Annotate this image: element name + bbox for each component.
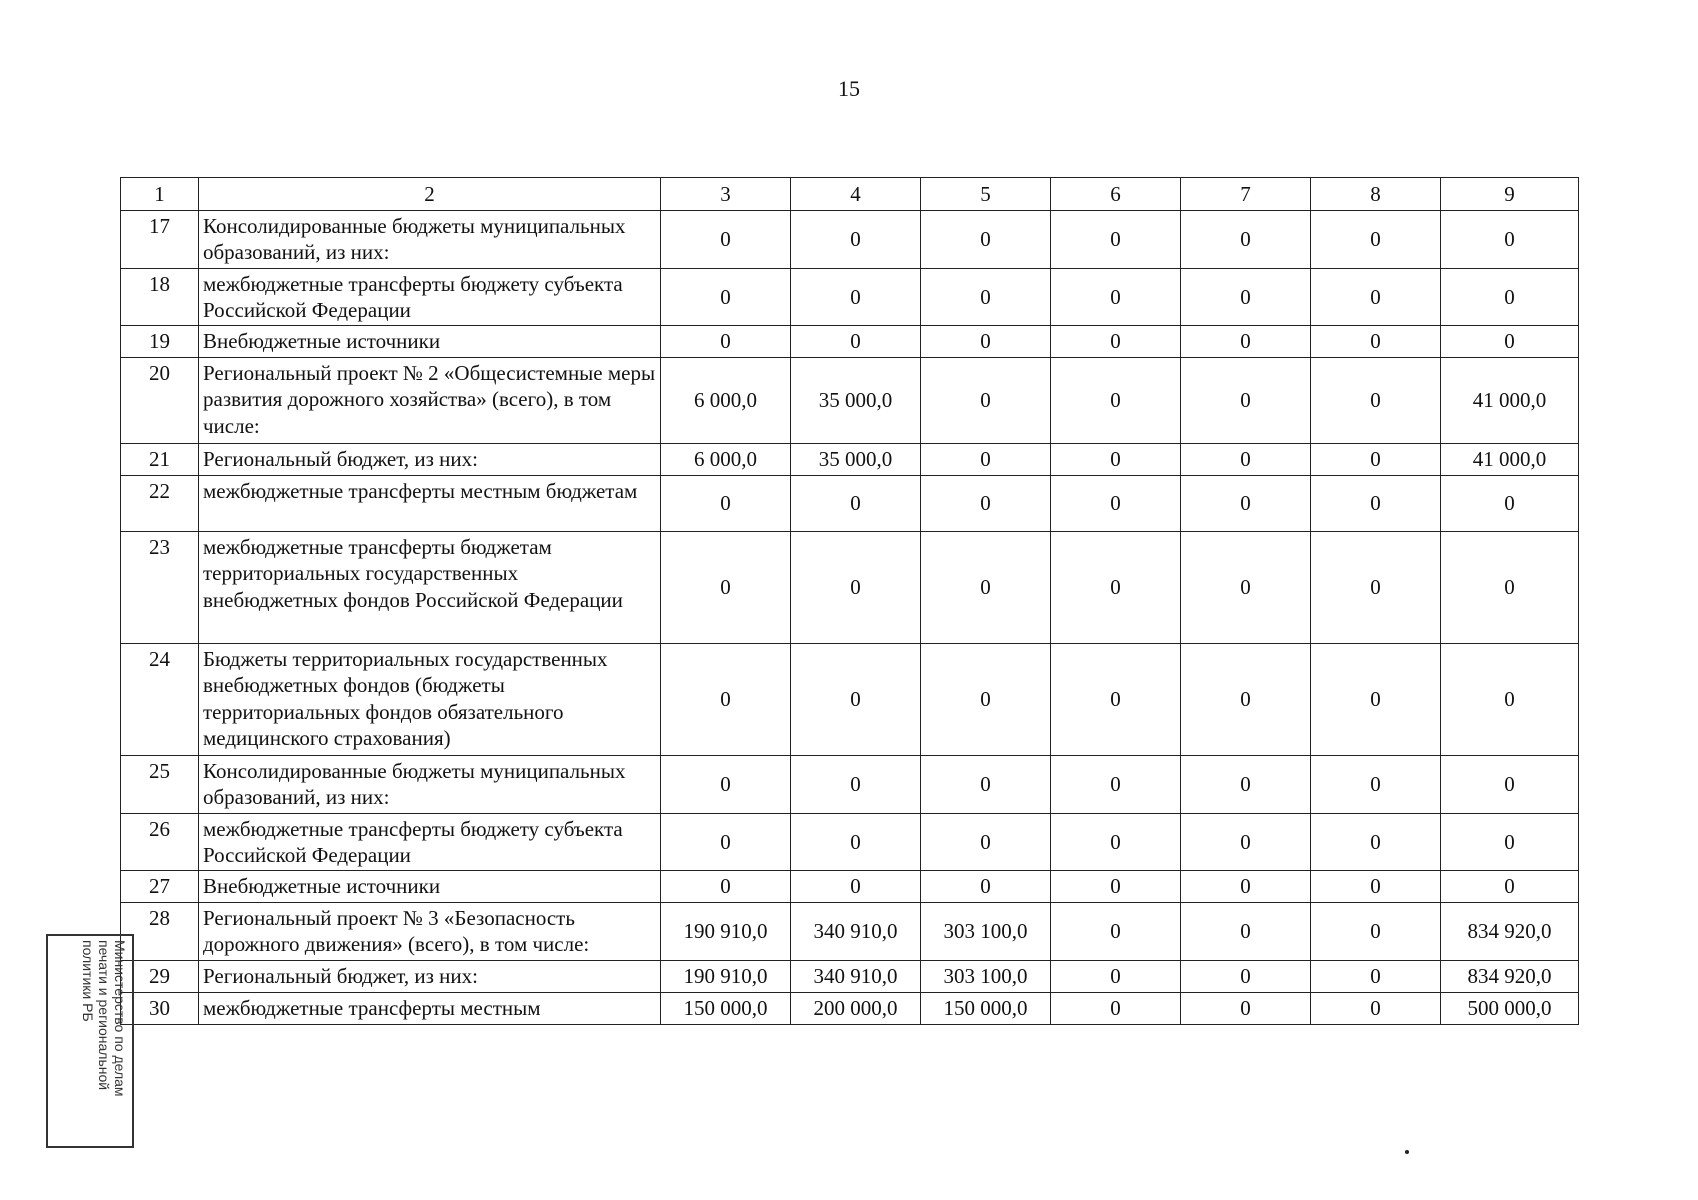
row-number: 30 [121,992,199,1024]
value-cell: 41 000,0 [1441,444,1579,476]
row-description: Региональный бюджет, из них: [199,444,661,476]
value-cell: 303 100,0 [921,960,1051,992]
stamp-line: Министерство по делам [112,940,128,1097]
value-cell: 0 [1441,268,1579,326]
column-header: 9 [1441,178,1579,211]
value-cell: 0 [1051,992,1181,1024]
row-description: межбюджетные трансферты бюджетам территориальных государственных внебюджетных фондов Российской Федерации [199,532,661,644]
value-cell: 0 [1311,756,1441,814]
value-cell: 0 [921,871,1051,903]
value-cell: 0 [1051,358,1181,444]
value-cell: 0 [661,644,791,756]
value-cell: 0 [1441,532,1579,644]
value-cell: 0 [1051,268,1181,326]
row-number: 21 [121,444,199,476]
value-cell: 0 [1311,268,1441,326]
column-header: 1 [121,178,199,211]
table-row [121,644,1579,756]
value-cell: 0 [1051,644,1181,756]
value-cell: 0 [1311,960,1441,992]
value-cell: 0 [661,211,791,269]
value-cell: 0 [1051,960,1181,992]
row-description: Внебюджетные источники [199,871,661,903]
value-cell: 0 [1311,358,1441,444]
value-cell: 0 [1441,871,1579,903]
value-cell: 0 [1311,444,1441,476]
value-cell: 41 000,0 [1441,358,1579,444]
value-cell: 150 000,0 [921,992,1051,1024]
value-cell: 0 [791,268,921,326]
value-cell: 0 [1181,358,1311,444]
value-cell: 340 910,0 [791,903,921,961]
value-cell: 0 [1051,813,1181,871]
value-cell: 0 [921,358,1051,444]
row-number: 29 [121,960,199,992]
value-cell: 6 000,0 [661,444,791,476]
value-cell: 0 [1311,903,1441,961]
row-description: межбюджетные трансферты бюджету субъекта Российской Федерации [199,268,661,326]
scan-speck [1405,1150,1409,1154]
value-cell: 0 [1311,992,1441,1024]
row-number: 26 [121,813,199,871]
row-description: межбюджетные трансферты бюджету субъекта Российской Федерации [199,813,661,871]
value-cell: 0 [1051,211,1181,269]
value-cell: 0 [1051,903,1181,961]
table-row [121,960,1579,992]
value-cell: 0 [1181,871,1311,903]
table-row [121,444,1579,476]
value-cell: 0 [661,871,791,903]
value-cell: 0 [661,813,791,871]
table-row [121,268,1579,326]
value-cell: 0 [1181,903,1311,961]
value-cell: 0 [791,756,921,814]
header-row [121,178,1579,211]
value-cell: 0 [1311,532,1441,644]
table-row [121,871,1579,903]
value-cell: 0 [791,211,921,269]
table-row [121,476,1579,532]
value-cell: 0 [1181,532,1311,644]
row-description: межбюджетные трансферты местным [199,992,661,1024]
row-number: 19 [121,326,199,358]
row-description: Региональный проект № 2 «Общесистемные меры развития дорожного хозяйства» (всего), в том числе: [199,358,661,444]
value-cell: 834 920,0 [1441,960,1579,992]
value-cell: 0 [921,532,1051,644]
row-number: 28 [121,903,199,961]
value-cell: 0 [1181,211,1311,269]
row-number: 23 [121,532,199,644]
row-description: Консолидированные бюджеты муниципальных образований, из них: [199,211,661,269]
value-cell: 0 [1311,476,1441,532]
row-description: Региональный проект № 3 «Безопасность дорожного движения» (всего), в том числе: [199,903,661,961]
value-cell: 0 [1311,871,1441,903]
row-number: 24 [121,644,199,756]
row-description: Бюджеты территориальных государственных внебюджетных фондов (бюджеты территориальных фондов обязательного медицинского страхования) [199,644,661,756]
table-row [121,326,1579,358]
value-cell: 0 [1051,476,1181,532]
value-cell: 0 [1311,813,1441,871]
value-cell: 0 [1181,268,1311,326]
value-cell: 0 [791,644,921,756]
value-cell: 0 [921,476,1051,532]
value-cell: 0 [1181,992,1311,1024]
registration-stamp [46,934,134,1148]
value-cell: 0 [921,211,1051,269]
value-cell: 0 [1181,960,1311,992]
value-cell: 0 [1181,476,1311,532]
value-cell: 0 [1311,211,1441,269]
value-cell: 35 000,0 [791,358,921,444]
row-description: межбюджетные трансферты местным бюджетам [199,476,661,532]
page-number: 15 [838,76,860,101]
value-cell: 0 [1051,871,1181,903]
value-cell: 0 [1441,644,1579,756]
value-cell: 200 000,0 [791,992,921,1024]
table-row [121,903,1579,961]
row-number: 27 [121,871,199,903]
value-cell: 303 100,0 [921,903,1051,961]
table-row [121,358,1579,444]
column-header: 5 [921,178,1051,211]
column-header: 7 [1181,178,1311,211]
row-description: Внебюджетные источники [199,326,661,358]
row-number: 18 [121,268,199,326]
stamp-line: печати и региональной [96,940,112,1091]
value-cell: 0 [791,813,921,871]
value-cell: 0 [1181,644,1311,756]
value-cell: 190 910,0 [661,903,791,961]
value-cell: 0 [661,756,791,814]
value-cell: 0 [921,813,1051,871]
stamp-line: политики РБ [80,940,96,1022]
value-cell: 340 910,0 [791,960,921,992]
value-cell: 0 [1311,326,1441,358]
value-cell: 0 [1441,813,1579,871]
value-cell: 0 [1441,756,1579,814]
row-description: Региональный бюджет, из них: [199,960,661,992]
value-cell: 0 [1441,211,1579,269]
value-cell: 0 [1051,756,1181,814]
value-cell: 834 920,0 [1441,903,1579,961]
value-cell: 0 [921,326,1051,358]
budget-table [120,177,1579,1025]
value-cell: 0 [791,476,921,532]
value-cell: 0 [921,644,1051,756]
value-cell: 0 [661,268,791,326]
value-cell: 0 [1181,444,1311,476]
column-header: 8 [1311,178,1441,211]
value-cell: 0 [661,326,791,358]
row-number: 17 [121,211,199,269]
value-cell: 6 000,0 [661,358,791,444]
stamp-text [80,940,128,1140]
value-cell: 190 910,0 [661,960,791,992]
value-cell: 500 000,0 [1441,992,1579,1024]
value-cell: 0 [1181,326,1311,358]
column-header: 3 [661,178,791,211]
row-number: 25 [121,756,199,814]
value-cell: 0 [1311,644,1441,756]
table-row [121,992,1579,1024]
table-row [121,756,1579,814]
value-cell: 0 [791,326,921,358]
value-cell: 0 [791,532,921,644]
value-cell: 150 000,0 [661,992,791,1024]
row-number: 22 [121,476,199,532]
column-header: 2 [199,178,661,211]
value-cell: 0 [1051,444,1181,476]
column-header: 4 [791,178,921,211]
row-number: 20 [121,358,199,444]
value-cell: 0 [661,476,791,532]
value-cell: 0 [1441,476,1579,532]
table-row [121,211,1579,269]
table-row [121,813,1579,871]
table-row [121,532,1579,644]
value-cell: 0 [1051,326,1181,358]
value-cell: 0 [1181,756,1311,814]
value-cell: 0 [1051,532,1181,644]
value-cell: 0 [661,532,791,644]
value-cell: 0 [921,444,1051,476]
row-description: Консолидированные бюджеты муниципальных образований, из них: [199,756,661,814]
value-cell: 0 [921,268,1051,326]
value-cell: 0 [1441,326,1579,358]
value-cell: 35 000,0 [791,444,921,476]
value-cell: 0 [1181,813,1311,871]
column-header: 6 [1051,178,1181,211]
value-cell: 0 [921,756,1051,814]
value-cell: 0 [791,871,921,903]
